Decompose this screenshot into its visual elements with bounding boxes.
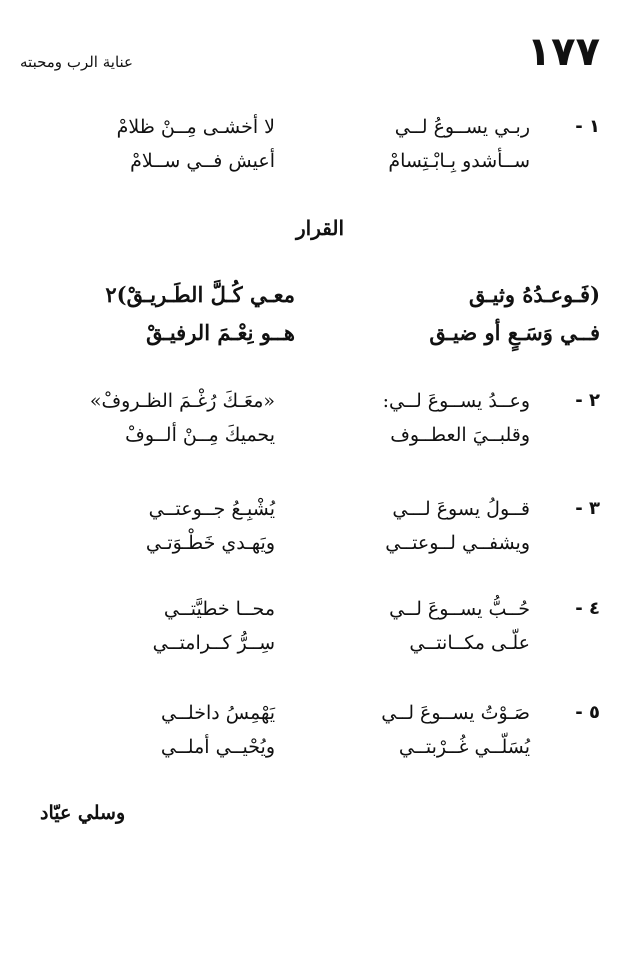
verse-number: ٥ - bbox=[575, 702, 600, 723]
second-hemistich: يَهْمِسُ داخلــي bbox=[160, 702, 275, 724]
verse-number: ١ - bbox=[575, 116, 600, 137]
verse-line bbox=[40, 730, 600, 764]
first-hemistich: ســأشدو بِـابْـتِسامْ bbox=[388, 150, 530, 172]
verse-line bbox=[40, 492, 600, 526]
verse-line bbox=[40, 110, 600, 144]
verse-line bbox=[40, 418, 600, 452]
second-hemistich: سِــرُّ كــرامتــي bbox=[152, 632, 275, 654]
first-hemistich: وعــدُ يســوعَ لــي: bbox=[382, 390, 530, 412]
first-hemistich: فــي وَسَـعٍ أو ضيـق bbox=[429, 320, 600, 345]
verse-line bbox=[40, 384, 600, 418]
verse-number: ٣ - bbox=[575, 498, 600, 519]
verse-number: ٢ - bbox=[575, 390, 600, 411]
second-hemistich: أعيش فــي ســلامْ bbox=[130, 150, 275, 172]
verse-line bbox=[40, 592, 600, 626]
second-hemistich: محــا خطيَّتــي bbox=[163, 598, 275, 620]
first-hemistich: وقلبــيَ العطــوف bbox=[390, 424, 530, 446]
first-hemistich: قــولُ يسوعَ لـــي bbox=[392, 498, 530, 520]
chorus bbox=[40, 276, 600, 352]
verse-line bbox=[40, 144, 600, 178]
verse-2 bbox=[40, 384, 600, 452]
first-hemistich: (فَـوعـدُهُ وثيـق bbox=[469, 282, 600, 307]
chorus-line bbox=[40, 314, 600, 352]
first-hemistich: يُسَلّــي غُــرْبتــي bbox=[398, 736, 530, 758]
verse-1 bbox=[40, 110, 600, 178]
first-hemistich: صَـوْتُ يســوعَ لــي bbox=[381, 702, 530, 724]
verse-4 bbox=[40, 592, 600, 660]
verse-5 bbox=[40, 696, 600, 764]
author-credit: وسلي عيّاد bbox=[40, 802, 126, 824]
first-hemistich: ويشفــي لــوعتــي bbox=[385, 532, 530, 554]
page-number: ١٧٧ bbox=[526, 29, 600, 75]
verse-line bbox=[40, 526, 600, 560]
first-hemistich: علّـى مكــانتــي bbox=[409, 632, 530, 654]
second-hemistich: ويُحْيــي أملــي bbox=[160, 736, 275, 758]
verse-line bbox=[40, 696, 600, 730]
verse-line bbox=[40, 626, 600, 660]
first-hemistich: ربـي يســوعُ لــي bbox=[394, 116, 530, 138]
chorus-line bbox=[40, 276, 600, 314]
second-hemistich: يُشْبِـعُ جــوعتــي bbox=[148, 498, 275, 520]
first-hemistich: حُــبُّ يســوعَ لــي bbox=[389, 598, 530, 620]
verse-3 bbox=[40, 492, 600, 560]
second-hemistich: ويَهـدي خَطْـوَتـي bbox=[145, 532, 275, 554]
verse-number: ٤ - bbox=[575, 598, 600, 619]
chorus-title: القرار bbox=[295, 216, 345, 240]
second-hemistich: لا أخشـى مِــنْ ظلامْ bbox=[116, 116, 275, 138]
second-hemistich: «معَـكَ رُغْـمَ الظـروفْ» bbox=[89, 390, 275, 412]
second-hemistich: يحميكَ مِــنْ ألــوفْ bbox=[125, 424, 275, 446]
second-hemistich: هــو نِعْـمَ الرفيـقْ bbox=[146, 320, 295, 345]
running-title: عناية الرب ومحبته bbox=[20, 53, 133, 71]
second-hemistich: معـي كُـلَّ الطَـريـقْ)٢ bbox=[105, 282, 295, 307]
